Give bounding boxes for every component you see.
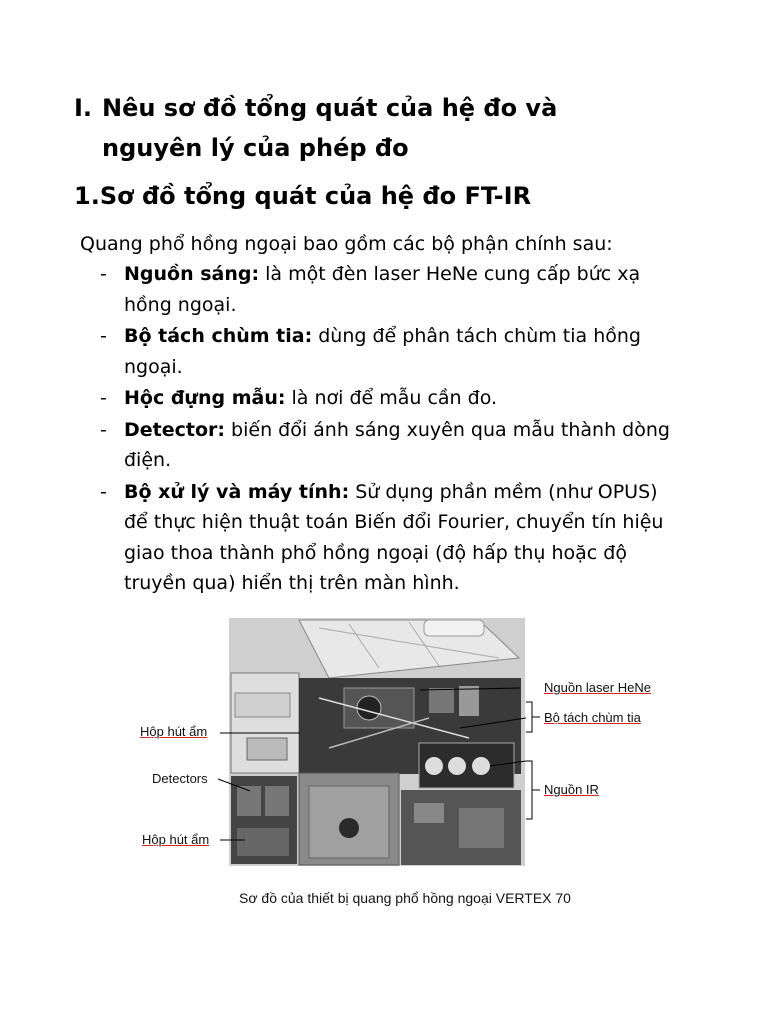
label-detectors: Detectors bbox=[152, 771, 208, 786]
intro-paragraph: Quang phổ hồng ngoại bao gồm các bộ phận chính sau: bbox=[80, 233, 613, 255]
term: Hộc đựng mẫu: bbox=[124, 387, 286, 409]
label-ir-source: Nguồn IR bbox=[544, 782, 599, 797]
term: Nguồn sáng: bbox=[124, 263, 260, 285]
description: là nơi để mẫu cần đo. bbox=[285, 387, 498, 409]
list-item: - Nguồn sáng: là một đèn laser HeNe cung cấp bức xạ hồng ngoại. bbox=[100, 263, 641, 316]
label-desiccant-top: Hộp hút ẩm bbox=[140, 724, 208, 739]
list-item: - Bộ xử lý và máy tính: Sử dụng phần mềm (như OPUS) để thực hiện thuật toán Biến đổi Fourier, chuyển tín hiệu giao thoa thành phổ hồng ngoại (độ hấp thụ hoặc độ truyền qua) hiển thị trên màn hình. bbox=[100, 480, 664, 594]
list-item: - Bộ tách chùm tia: dùng để phân tách chùm tia hồng ngoại. bbox=[100, 325, 641, 378]
term: Bộ xử lý và máy tính: bbox=[124, 480, 350, 503]
heading-text: Nêu sơ đồ tổng quát của hệ đo và nguyên lý của phép đo bbox=[102, 94, 558, 162]
label-laser: Nguồn laser HeNe bbox=[544, 680, 651, 695]
term: Detector: bbox=[124, 418, 225, 441]
description: dùng để phân tách chùm tia hồng ngoại. bbox=[124, 325, 641, 378]
heading-number: I. bbox=[74, 94, 93, 122]
instrument-figure bbox=[0, 616, 768, 876]
section-heading-2: 1.Sơ đồ tổng quát của hệ đo FT-IR bbox=[74, 182, 532, 210]
figure-caption: Sơ đồ của thiết bị quang phổ hồng ngoại VERTEX 70 bbox=[239, 890, 571, 906]
label-desiccant-bottom: Hộp hút ẩm bbox=[142, 832, 210, 847]
label-beamsplitter: Bộ tách chùm tia bbox=[544, 710, 641, 725]
component-list bbox=[100, 259, 680, 600]
term: Bộ tách chùm tia: bbox=[124, 325, 313, 347]
description: biến đổi ánh sáng xuyên qua mẫu thành dòng điện. bbox=[124, 418, 670, 471]
section-heading-1 bbox=[74, 88, 662, 168]
description: là một đèn laser HeNe cung cấp bức xạ hồng ngoại. bbox=[124, 263, 641, 316]
description: Sử dụng phần mềm (như OPUS) để thực hiện thuật toán Biến đổi Fourier, chuyển tín hiệu giao thoa thành phổ hồng ngoại (độ hấp thụ hoặc độ truyền qua) hiển thị trên màn hình. bbox=[124, 480, 664, 594]
list-item: - Detector: biến đổi ánh sáng xuyên qua mẫu thành dòng điện. bbox=[100, 418, 670, 471]
list-item: - Hộc đựng mẫu: là nơi để mẫu cần đo. bbox=[100, 387, 498, 409]
callout-lines bbox=[0, 616, 768, 876]
